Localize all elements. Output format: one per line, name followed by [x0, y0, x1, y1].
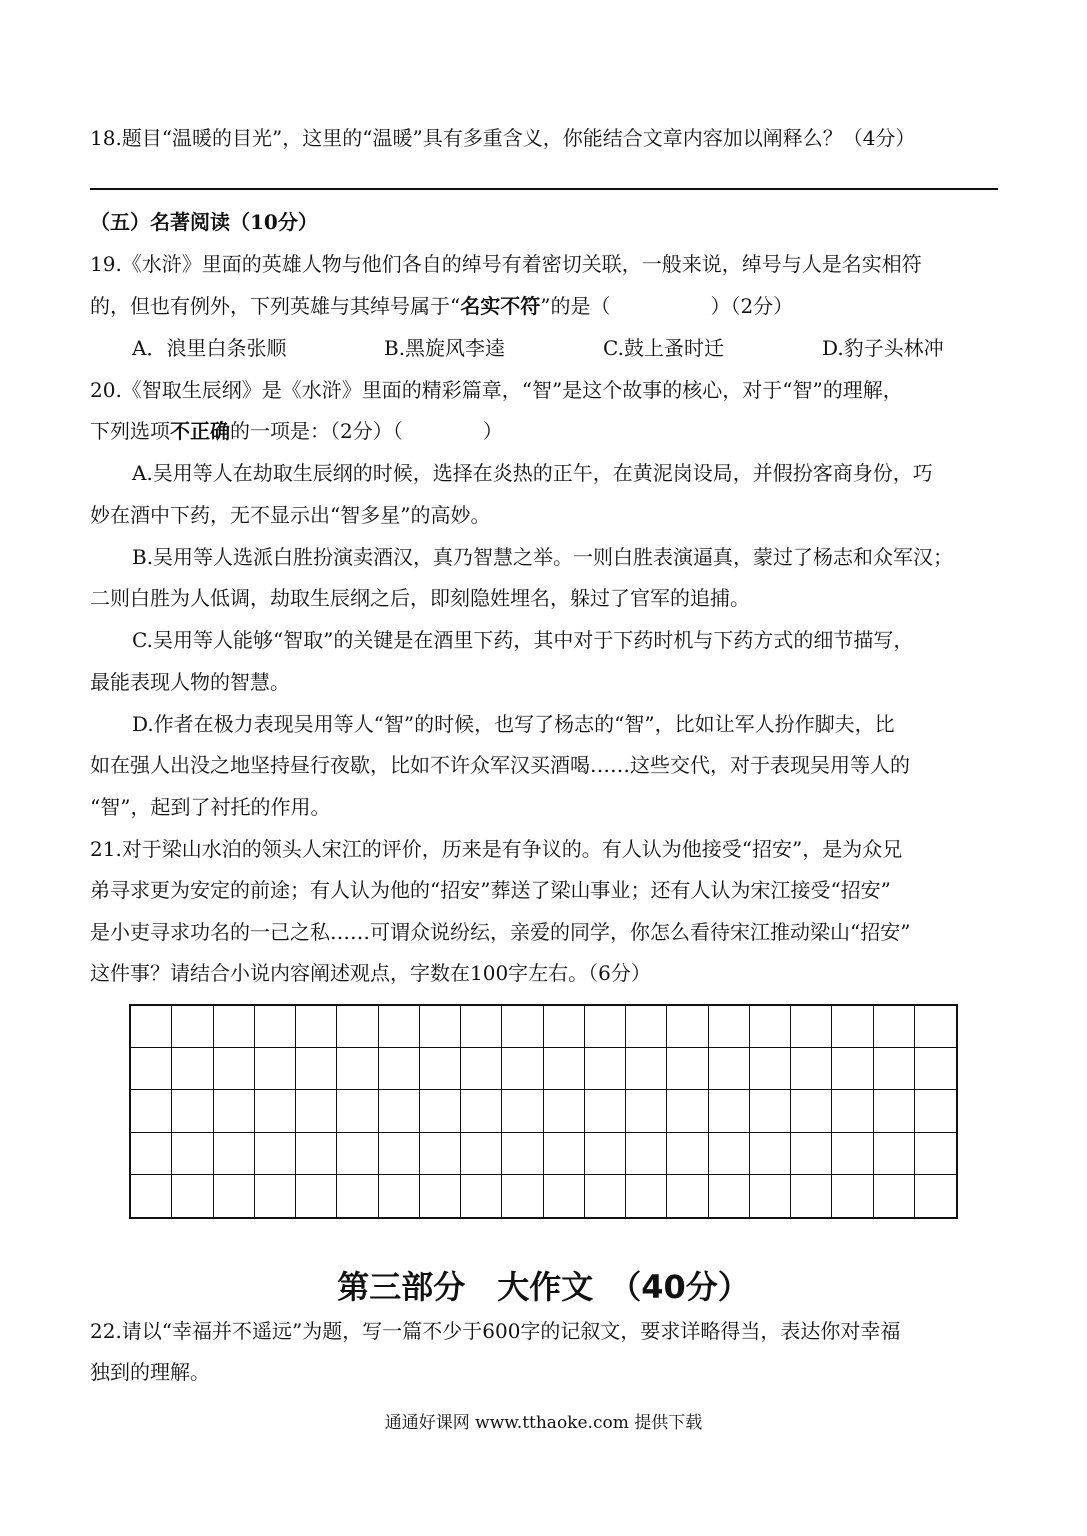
q19-option-b: B.黑旋风李逵	[384, 336, 506, 360]
answer-grid-cell[interactable]	[874, 1006, 915, 1048]
answer-grid-cell[interactable]	[255, 1090, 296, 1132]
answer-grid-cell[interactable]	[544, 1090, 585, 1132]
answer-grid-cell[interactable]	[461, 1048, 502, 1090]
question-21-line2: 弟寻求更为安定的前途；有人认为他的“招安”葬送了梁山事业；还有人认为宋江接受“招安”	[90, 878, 891, 902]
q20-option-d-line2: 如在强人出没之地坚持昼行夜歇，比如不许众军汉买酒喝……这些交代，对于表现吴用等人的	[90, 753, 910, 777]
answer-grid-cell[interactable]	[131, 1133, 172, 1175]
answer-grid-cell[interactable]	[461, 1090, 502, 1132]
question-19-line2	[90, 292, 793, 320]
answer-grid-cell[interactable]	[832, 1090, 873, 1132]
answer-grid-cell[interactable]	[502, 1090, 543, 1132]
answer-grid-cell[interactable]	[709, 1006, 750, 1048]
answer-grid-cell[interactable]	[255, 1133, 296, 1175]
answer-grid-cell[interactable]	[791, 1090, 832, 1132]
answer-grid-cell[interactable]	[874, 1090, 915, 1132]
answer-grid-cell[interactable]	[709, 1090, 750, 1132]
answer-grid-cell[interactable]	[172, 1175, 213, 1217]
answer-grid-cell[interactable]	[502, 1175, 543, 1217]
q19-option-a: A．浪里白条张顺	[132, 336, 287, 360]
answer-grid-cell[interactable]	[667, 1006, 708, 1048]
section-5-title: （五）名著阅读（10分）	[90, 210, 318, 234]
answer-grid-cell[interactable]	[667, 1090, 708, 1132]
answer-grid-cell[interactable]	[420, 1006, 461, 1048]
answer-grid-cell[interactable]	[214, 1175, 255, 1217]
answer-grid-cell[interactable]	[379, 1090, 420, 1132]
q20-option-a-line2: 妙在酒中下药，无不显示出“智多星”的高妙。	[90, 503, 491, 527]
answer-grid-cell[interactable]	[585, 1090, 626, 1132]
answer-grid-cell[interactable]	[874, 1048, 915, 1090]
answer-grid-cell[interactable]	[667, 1133, 708, 1175]
answer-grid-cell[interactable]	[915, 1048, 956, 1090]
q20-option-c-line1: C.吴用等人能够“智取”的关键是在酒里下药，其中对于下药时机与下药方式的细节描写，	[132, 628, 914, 652]
answer-grid-cell[interactable]	[172, 1006, 213, 1048]
question-21-line4: 这件事？请结合小说内容阐述观点，字数在100字左右。（6分）	[90, 961, 651, 985]
q19-option-c: C.鼓上蚤时迁	[603, 336, 724, 360]
answer-grid-cell[interactable]	[915, 1133, 956, 1175]
answer-grid-cell[interactable]	[915, 1006, 956, 1048]
answer-grid-cell[interactable]	[337, 1006, 378, 1048]
answer-grid[interactable]	[129, 1004, 958, 1219]
answer-grid-cell[interactable]	[626, 1175, 667, 1217]
answer-grid-cell[interactable]	[131, 1090, 172, 1132]
answer-grid-cell[interactable]	[296, 1133, 337, 1175]
question-21-line1: 21.对于梁山水泊的领头人宋江的评价，历来是有争议的。有人认为他接受“招安”，是为众兄	[90, 837, 903, 861]
answer-grid-cell[interactable]	[255, 1048, 296, 1090]
answer-grid-cell[interactable]	[255, 1006, 296, 1048]
answer-grid-cell[interactable]	[214, 1048, 255, 1090]
answer-grid-cell[interactable]	[750, 1090, 791, 1132]
answer-grid-cell[interactable]	[420, 1133, 461, 1175]
answer-grid-cell[interactable]	[296, 1175, 337, 1217]
q20-emphasis: 不正确	[170, 419, 230, 443]
q20-option-d-line1: D.作者在极力表现吴用等人“智”的时候，也写了杨志的“智”，比如让军人扮作脚夫，比	[132, 712, 895, 736]
answer-grid-cell[interactable]	[585, 1175, 626, 1217]
answer-grid-cell[interactable]	[832, 1175, 873, 1217]
answer-grid-cell[interactable]	[255, 1175, 296, 1217]
q20-option-d-line3: “智”，起到了衬托的作用。	[90, 795, 331, 819]
answer-grid-cell[interactable]	[379, 1175, 420, 1217]
answer-grid-cell[interactable]	[544, 1006, 585, 1048]
answer-grid-cell[interactable]	[791, 1175, 832, 1217]
answer-grid-cell[interactable]	[874, 1133, 915, 1175]
question-21-line3: 是小吏寻求功名的一己之私……可谓众说纷纭，亲爱的同学，你怎么看待宋江推动梁山“招安”	[90, 920, 911, 944]
answer-grid-cell[interactable]	[915, 1175, 956, 1217]
question-19-line1: 19.《水浒》里面的英雄人物与他们各自的绰号有着密切关联，一般来说，绰号与人是名实相符	[90, 252, 922, 276]
answer-grid-cell[interactable]	[750, 1133, 791, 1175]
answer-grid-cell[interactable]	[214, 1090, 255, 1132]
question-18: 18.题目“温暖的目光”，这里的“温暖”具有多重含义，你能结合文章内容加以阐释么？（4分）	[90, 126, 916, 150]
answer-grid-cell[interactable]	[502, 1006, 543, 1048]
answer-grid-cell[interactable]	[461, 1175, 502, 1217]
answer-grid-cell[interactable]	[131, 1006, 172, 1048]
answer-grid-cell[interactable]	[915, 1090, 956, 1132]
answer-grid-cell[interactable]	[626, 1048, 667, 1090]
question-22-line2: 独到的理解。	[90, 1360, 210, 1384]
answer-grid-cell[interactable]	[214, 1133, 255, 1175]
answer-grid-cell[interactable]	[709, 1175, 750, 1217]
answer-grid-cell[interactable]	[832, 1133, 873, 1175]
answer-grid-cell[interactable]	[379, 1048, 420, 1090]
answer-grid-cell[interactable]	[502, 1048, 543, 1090]
q20-option-b-line1: B.吴用等人选派白胜扮演卖酒汉，真乃智慧之举。一则白胜表演逼真，蒙过了杨志和众军汉；	[132, 545, 954, 569]
q20-option-b-line2: 二则白胜为人低调，劫取生辰纲之后，即刻隐姓埋名，躲过了官军的追捕。	[90, 586, 750, 610]
answer-grid-cell[interactable]	[832, 1006, 873, 1048]
answer-grid-cell[interactable]	[172, 1048, 213, 1090]
answer-grid-cell[interactable]	[874, 1175, 915, 1217]
answer-grid-cell[interactable]	[544, 1175, 585, 1217]
answer-grid-cell[interactable]	[544, 1133, 585, 1175]
answer-grid-cell[interactable]	[172, 1090, 213, 1132]
question-20-line2	[90, 417, 503, 445]
answer-grid-cell[interactable]	[337, 1090, 378, 1132]
answer-grid-cell[interactable]	[667, 1175, 708, 1217]
answer-grid-cell[interactable]	[626, 1090, 667, 1132]
answer-grid-cell[interactable]	[585, 1048, 626, 1090]
answer-grid-cell[interactable]	[791, 1006, 832, 1048]
answer-grid-cell[interactable]	[337, 1048, 378, 1090]
answer-grid-cell[interactable]	[502, 1133, 543, 1175]
q20-option-c-line2: 最能表现人物的智慧。	[90, 670, 290, 694]
answer-grid-cell[interactable]	[420, 1175, 461, 1217]
answer-grid-cell[interactable]	[420, 1090, 461, 1132]
answer-grid-cell[interactable]	[709, 1133, 750, 1175]
answer-line-divider	[90, 188, 998, 190]
answer-grid-cell[interactable]	[172, 1133, 213, 1175]
answer-grid-cell[interactable]	[296, 1090, 337, 1132]
answer-grid-cell[interactable]	[379, 1133, 420, 1175]
answer-grid-cell[interactable]	[832, 1048, 873, 1090]
answer-grid-cell[interactable]	[667, 1048, 708, 1090]
answer-grid-cell[interactable]	[585, 1133, 626, 1175]
answer-grid-cell[interactable]	[750, 1048, 791, 1090]
answer-grid-cell[interactable]	[337, 1175, 378, 1217]
answer-grid-cell[interactable]	[296, 1006, 337, 1048]
answer-grid-cell[interactable]	[296, 1048, 337, 1090]
footer-source: 通通好课网 www.tthaoke.com 提供下载	[384, 1413, 703, 1433]
answer-grid-cell[interactable]	[544, 1048, 585, 1090]
answer-grid-cell[interactable]	[626, 1006, 667, 1048]
answer-grid-cell[interactable]	[337, 1133, 378, 1175]
q19-text-pre: 的，但也有例外，下列英雄与其绰号属于“	[90, 294, 461, 318]
q19-option-d: D.豹子头林冲	[822, 336, 944, 360]
answer-grid-cell[interactable]	[461, 1133, 502, 1175]
q20-option-a-line1: A.吴用等人在劫取生辰纲的时候，选择在炎热的正午，在黄泥岗设局，并假扮客商身份，巧	[132, 461, 933, 485]
answer-grid-cell[interactable]	[750, 1175, 791, 1217]
q19-text-post: ”的是（ ）（2分）	[540, 294, 794, 318]
answer-grid-cell[interactable]	[379, 1006, 420, 1048]
answer-grid-cell[interactable]	[131, 1048, 172, 1090]
answer-grid-cell[interactable]	[791, 1048, 832, 1090]
answer-grid-cell[interactable]	[626, 1133, 667, 1175]
question-22-line1: 22.请以“幸福并不遥远”为题，写一篇不少于600字的记叙文，要求详略得当，表达你对幸福	[90, 1319, 901, 1343]
answer-grid-cell[interactable]	[131, 1175, 172, 1217]
answer-grid-cell[interactable]	[420, 1048, 461, 1090]
answer-grid-cell[interactable]	[709, 1048, 750, 1090]
answer-grid-cell[interactable]	[585, 1006, 626, 1048]
answer-grid-cell[interactable]	[214, 1006, 255, 1048]
question-20-line1: 20.《智取生辰纲》是《水浒》里面的精彩篇章，“智”是这个故事的核心，对于“智”的理解，	[90, 378, 903, 402]
answer-grid-cell[interactable]	[461, 1006, 502, 1048]
part-3-title: 第三部分 大作文 （40分）	[337, 1268, 750, 1306]
q19-emphasis: 名实不符	[460, 294, 541, 318]
q20-text-pre: 下列选项	[90, 419, 170, 443]
q20-text-post: 的一项是：（2分）（ ）	[230, 419, 503, 443]
answer-grid-cell[interactable]	[791, 1133, 832, 1175]
answer-grid-cell[interactable]	[750, 1006, 791, 1048]
